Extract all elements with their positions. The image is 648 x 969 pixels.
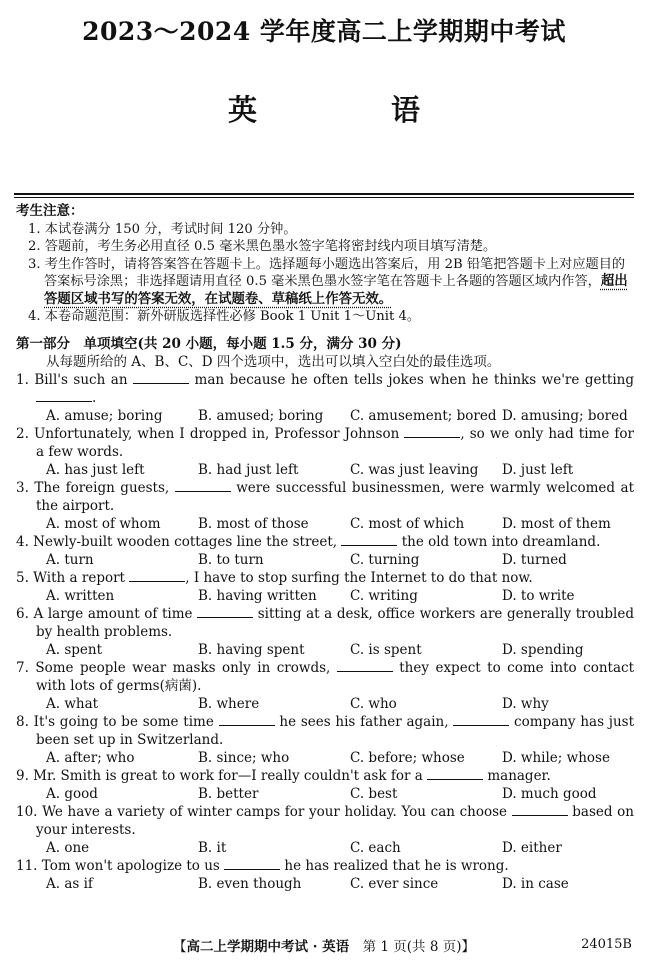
- question-item: [16, 425, 636, 479]
- header-rule-thick: [14, 193, 634, 195]
- question-stem: [16, 533, 636, 551]
- notice-title: 考生注意：: [16, 203, 84, 219]
- question-item: [16, 533, 636, 569]
- option-a: A. as if: [46, 876, 93, 892]
- question-item: [16, 659, 636, 713]
- option-c: C. writing: [350, 588, 418, 604]
- notice-item-text: 3. 考生作答时，请将答案答在答题卡上。选择题每小题选出答案后，用 2B 铅笔把答题卡上对应题目的答案标号涂黑；非选择题请用直径 0.5 毫米黑色墨水签字笔在答题卡上各题的答题区域内作答，: [28, 256, 626, 289]
- option-b: B. better: [198, 786, 259, 802]
- notice-item: 4. 本卷命题范围：新外研版选择性必修 Book 1 Unit 1～Unit 4。: [28, 309, 421, 324]
- option-c: C. is spent: [350, 642, 422, 658]
- option-d: D. turned: [502, 552, 567, 568]
- question-text: 5. With a report: [16, 570, 130, 586]
- answer-blank: [453, 713, 509, 726]
- question-text: the old town into dreamland.: [397, 534, 601, 550]
- subject-title: 英 语: [227, 93, 483, 127]
- option-a: A. has just left: [46, 462, 145, 478]
- option-b: B. had just left: [198, 462, 299, 478]
- question-text: 10. We have a variety of winter camps for your holiday. You can choose: [16, 804, 512, 820]
- option-c: C. best: [350, 786, 398, 802]
- question-text: 8. It's going to be some time: [16, 714, 219, 730]
- option-a: A. amuse; boring: [46, 408, 163, 424]
- option-d: D. either: [502, 840, 562, 856]
- question-text: 2. Unfortunately, when I dropped in, Professor Johnson: [16, 426, 405, 442]
- question-text: he has realized that he is wrong.: [280, 858, 509, 874]
- option-d: D. while; whose: [502, 750, 610, 766]
- option-d: D. much good: [502, 786, 597, 802]
- question-stem: [16, 803, 636, 839]
- answer-blank: [175, 479, 231, 492]
- footer-bracket-left: 【: [173, 939, 187, 955]
- answer-blank: [427, 767, 483, 780]
- option-c: C. before; whose: [350, 750, 465, 766]
- answer-blank: [197, 605, 253, 618]
- option-b: B. it: [198, 840, 227, 856]
- question-text: , I have to stop surfing the Internet to do that now.: [185, 570, 533, 586]
- question-text: were successful businessmen, were warmly welcomed at the airport.: [36, 480, 634, 514]
- option-a: A. spent: [46, 642, 103, 658]
- footer-paper-code: 24015B: [581, 937, 632, 952]
- footer-page-number: 第 1 页(共 8 页): [349, 939, 462, 955]
- question-options: [16, 785, 636, 803]
- answer-blank: [512, 803, 568, 816]
- question-options: [16, 551, 636, 569]
- question-options: [16, 875, 636, 893]
- notice-item: 1. 本试卷满分 150 分，考试时间 120 分钟。: [28, 221, 297, 237]
- option-a: A. good: [46, 786, 98, 802]
- option-a: A. one: [46, 840, 90, 856]
- question-item: [16, 605, 636, 659]
- section-instruction: 从每题所给的 A、B、C、D 四个选项中，选出可以填入空白处的最佳选项。: [46, 354, 501, 370]
- option-c: C. most of which: [350, 516, 465, 532]
- notice-emphasis: 超出答题区域书写的答案无效，在试题卷、草稿纸上作答无效。: [44, 274, 628, 307]
- question-text: based on your interests.: [36, 804, 635, 838]
- option-b: B. having written: [198, 588, 317, 604]
- question-options: [16, 515, 636, 533]
- answer-blank: [133, 371, 189, 384]
- option-c: C. turning: [350, 552, 420, 568]
- exam-title: 2023～2024 学年度高二上学期期中考试: [82, 17, 566, 46]
- answer-blank: [36, 389, 92, 402]
- option-d: D. amusing; bored: [502, 408, 628, 424]
- option-b: B. even though: [198, 876, 302, 892]
- option-c: C. was just leaving: [350, 462, 479, 478]
- footer-label: 高二上学期期中考试 · 英语: [186, 939, 350, 955]
- question-options: [16, 461, 636, 479]
- question-stem: [16, 767, 636, 785]
- question-stem: [16, 425, 636, 461]
- question-stem: [16, 479, 636, 515]
- question-text: 6. A large amount of time: [16, 606, 198, 622]
- option-a: A. what: [46, 696, 99, 712]
- question-stem: [16, 857, 636, 875]
- option-a: A. after; who: [46, 750, 135, 766]
- notice-item: [16, 256, 636, 309]
- section-heading: 第一部分 单项填空(共 20 小题，每小题 1.5 分，满分 30 分): [16, 336, 402, 352]
- answer-blank: [341, 533, 397, 546]
- option-a: A. written: [46, 588, 115, 604]
- candidate-notice: [16, 203, 636, 326]
- option-c: C. who: [350, 696, 397, 712]
- question-options: [16, 407, 636, 425]
- question-item: [16, 803, 636, 857]
- option-c: C. ever since: [350, 876, 439, 892]
- option-d: D. why: [502, 696, 549, 712]
- question-stem: [16, 659, 636, 695]
- option-d: D. in case: [502, 876, 569, 892]
- notice-item: 2. 答题前，考生务必用直径 0.5 毫米黑色墨水签字笔将密封线内项目填写清楚。: [28, 239, 497, 254]
- footer-bracket-right: 】: [461, 939, 475, 955]
- part-one-section: [16, 335, 636, 893]
- answer-blank: [224, 857, 280, 870]
- question-text: 4. Newly-built wooden cottages line the street,: [16, 534, 342, 550]
- answer-blank: [404, 425, 460, 438]
- question-options: [16, 641, 636, 659]
- question-options: [16, 839, 636, 857]
- question-item: [16, 479, 636, 533]
- question-text: .: [92, 390, 97, 406]
- option-b: B. where: [198, 696, 260, 712]
- option-c: C. amusement; bored: [350, 408, 497, 424]
- answer-blank: [219, 713, 275, 726]
- question-stem: [16, 605, 636, 641]
- option-d: D. to write: [502, 588, 575, 604]
- question-text: , so we only had time for a few words.: [36, 426, 634, 460]
- question-text: company has just been set up in Switzerland.: [36, 714, 634, 748]
- question-stem: [16, 371, 636, 407]
- option-d: D. most of them: [502, 516, 611, 532]
- question-stem: [16, 713, 636, 749]
- question-text: manager.: [483, 768, 551, 784]
- question-item: [16, 569, 636, 605]
- option-b: B. to turn: [198, 552, 264, 568]
- question-text: 1. Bill's such an: [16, 372, 134, 388]
- option-a: A. turn: [46, 552, 94, 568]
- question-text: 7. Some people wear masks only in crowds,: [16, 660, 337, 676]
- question-item: [16, 713, 636, 767]
- question-stem: [16, 569, 636, 587]
- option-b: B. most of those: [198, 516, 309, 532]
- answer-blank: [129, 569, 185, 582]
- question-options: [16, 749, 636, 767]
- option-d: D. spending: [502, 642, 584, 658]
- option-b: B. amused; boring: [198, 408, 324, 424]
- question-item: [16, 857, 636, 893]
- question-options: [16, 587, 636, 605]
- question-text: man because he often tells jokes when he thinks we're getting: [189, 372, 634, 388]
- option-b: B. having spent: [198, 642, 305, 658]
- option-a: A. most of whom: [46, 516, 161, 532]
- question-text: sitting at a desk, office workers are generally troubled by health problems.: [36, 606, 634, 640]
- question-text: 9. Mr. Smith is great to work for—I really couldn't ask for a: [16, 768, 428, 784]
- answer-blank: [337, 659, 393, 672]
- question-text: 3. The foreign guests,: [16, 480, 175, 496]
- question-options: [16, 695, 636, 713]
- option-b: B. since; who: [198, 750, 290, 766]
- option-d: D. just left: [502, 462, 574, 478]
- question-text: 11. Tom won't apologize to us: [16, 858, 225, 874]
- header-rule-thin: [14, 197, 634, 198]
- question-text: they expect to come into contact with lots of germs(病菌).: [36, 660, 634, 694]
- footer-page-info: [0, 935, 648, 955]
- question-list: [16, 371, 636, 893]
- question-item: [16, 767, 636, 803]
- question-text: he sees his father again,: [274, 714, 454, 730]
- option-c: C. each: [350, 840, 401, 856]
- question-item: [16, 371, 636, 425]
